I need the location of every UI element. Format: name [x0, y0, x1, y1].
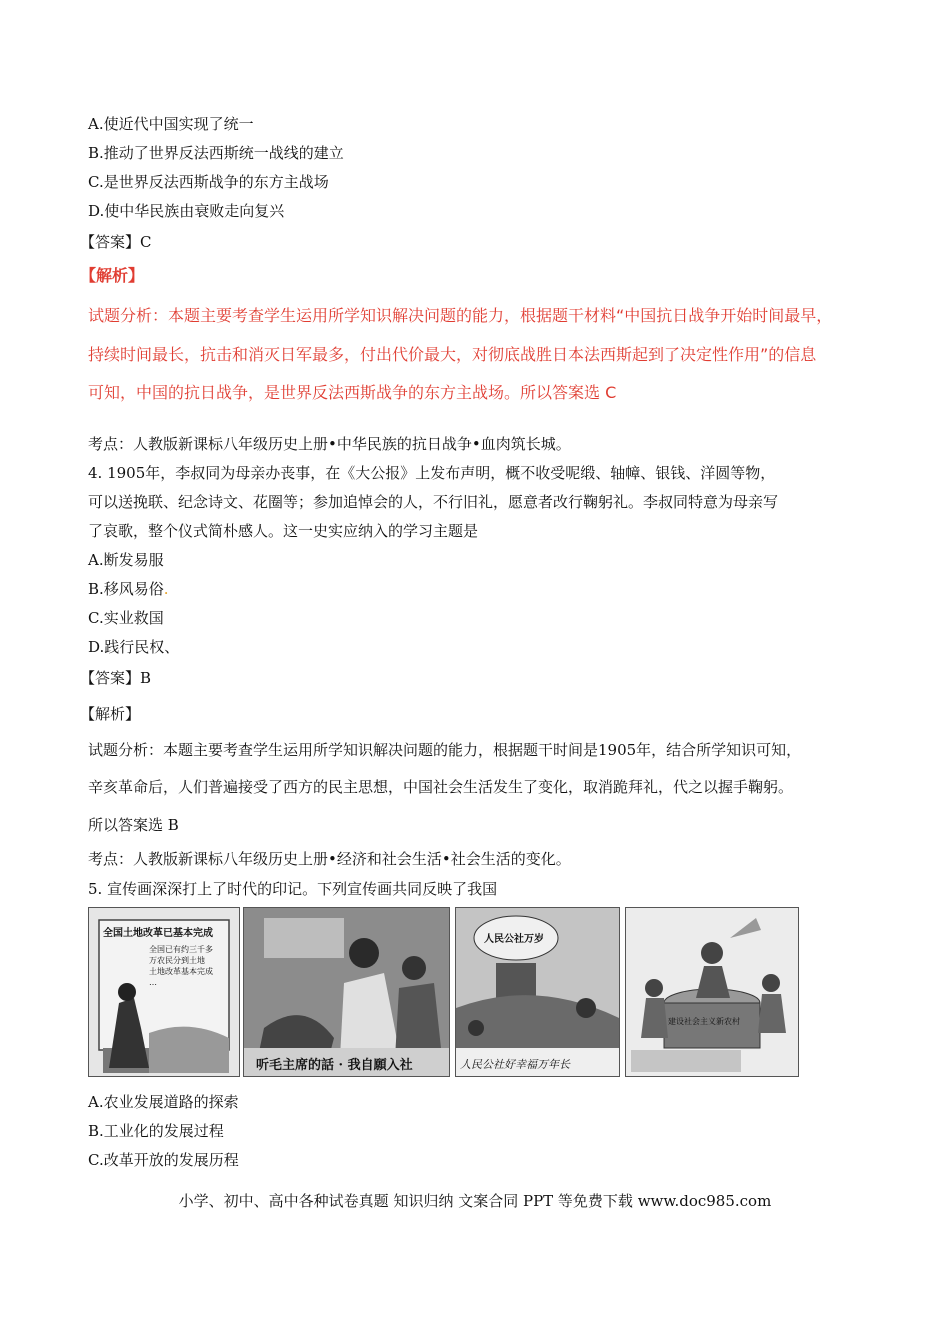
poster-peoples-commune: [455, 907, 620, 1077]
q3-analysis-line-2: 持续时间最长，抗击和消灭日军最多，付出代价最大，对彻底战胜日本法西斯起到了决定性作用”的信息: [88, 345, 817, 364]
poster-1-body-line: 土地改革基本完成: [149, 967, 213, 976]
q3-analysis-line-3: 可知，中国的抗日战争，是世界反法西斯战争的东方主战场。所以答案选 C: [88, 383, 617, 402]
poster-join-cooperative: [243, 907, 450, 1077]
q4-analysis-line-2: 辛亥革命后，人们普遍接受了西方的民主思想，中国社会生活发生了变化，取消跪拜礼，代之以握手鞠躬。: [88, 778, 794, 796]
q3-analysis-line-1: 试题分析：本题主要考查学生运用所学知识解决问题的能力，根据题干材料“中国抗日战争开始时间最早，: [88, 306, 833, 325]
poster-1-body: [149, 944, 213, 988]
q3-option-a: A.使近代中国实现了统一: [88, 115, 254, 133]
q4-stem-line-2: 可以送挽联、纪念诗文、花圈等；参加追悼会的人，不行旧礼，愿意者改行鞠躬礼。李叔同特意为母亲写: [88, 493, 779, 511]
poster-1-body-line: 万农民分到土地: [149, 956, 205, 965]
mark-dot-icon: .: [163, 580, 169, 598]
poster-1-body-line: 全国已有约三千多: [149, 945, 213, 954]
poster-1-headline: 全国土地改革已基本完成: [103, 928, 213, 939]
poster-new-countryside-art: [626, 908, 798, 1076]
poster-join-cooperative-art: [244, 908, 449, 1076]
poster-4-drum-text: 建设社会主义新农村: [668, 1017, 740, 1026]
page-footer: 小学、初中、高中各种试卷真题 知识归纳 文案合同 PPT 等免费下载 www.doc985.com: [178, 1192, 772, 1210]
q3-option-c: C.是世界反法西斯战争的东方主战场: [88, 173, 329, 191]
q4-option-b: [88, 579, 169, 599]
q4-option-b-text: B.移风易俗: [88, 580, 164, 598]
propaganda-posters: [88, 907, 800, 1077]
q4-analysis-title: 【解析】: [80, 705, 141, 723]
poster-land-reform: [88, 907, 240, 1077]
q4-stem-line-3: 了哀歌，整个仪式简朴感人。这一史实应纳入的学习主题是: [88, 522, 479, 540]
q3-option-b: B.推动了世界反法西斯统一战线的建立: [88, 144, 344, 162]
q3-answer: 【答案】C: [80, 233, 152, 251]
poster-new-countryside: [625, 907, 799, 1077]
q4-analysis-line-3: 所以答案选 B: [88, 816, 179, 834]
q4-answer: 【答案】B: [80, 669, 152, 687]
poster-3-caption: 人民公社好幸福万年长: [460, 1058, 570, 1071]
poster-3-banner: 人民公社万岁: [484, 934, 544, 945]
q4-stem-line-1: 4. 1905年，李叔同为母亲办丧事，在《大公报》上发布声明，概不收受呢缎、轴幛、银钱、洋圆等物，: [88, 464, 776, 482]
q5-option-a: A.农业发展道路的探索: [88, 1093, 239, 1111]
q5-option-c: C.改革开放的发展历程: [88, 1151, 239, 1169]
q5-stem: 5. 宣传画深深打上了时代的印记。下列宣传画共同反映了我国: [88, 880, 498, 898]
q4-option-c: C.实业救国: [88, 609, 164, 627]
q3-analysis-title: 【解析】: [80, 266, 145, 285]
q5-option-b: B.工业化的发展过程: [88, 1122, 224, 1140]
poster-2-caption: 听毛主席的話 · 我自願入社: [256, 1058, 413, 1073]
q3-option-d: D.使中华民族由衰败走向复兴: [88, 202, 285, 220]
q4-option-d: D.践行民权、: [88, 638, 180, 656]
q4-analysis-line-1: 试题分析：本题主要考查学生运用所学知识解决问题的能力，根据题干时间是1905年，结合所学知识可知，: [88, 741, 802, 759]
q3-kaodian: 考点：人教版新课标八年级历史上册•中华民族的抗日战争•血肉筑长城。: [88, 435, 571, 453]
q4-kaodian: 考点：人教版新课标八年级历史上册•经济和社会生活•社会生活的变化。: [88, 850, 571, 868]
q4-option-a: A.断发易服: [88, 551, 164, 569]
poster-1-body-line: …: [149, 978, 157, 987]
